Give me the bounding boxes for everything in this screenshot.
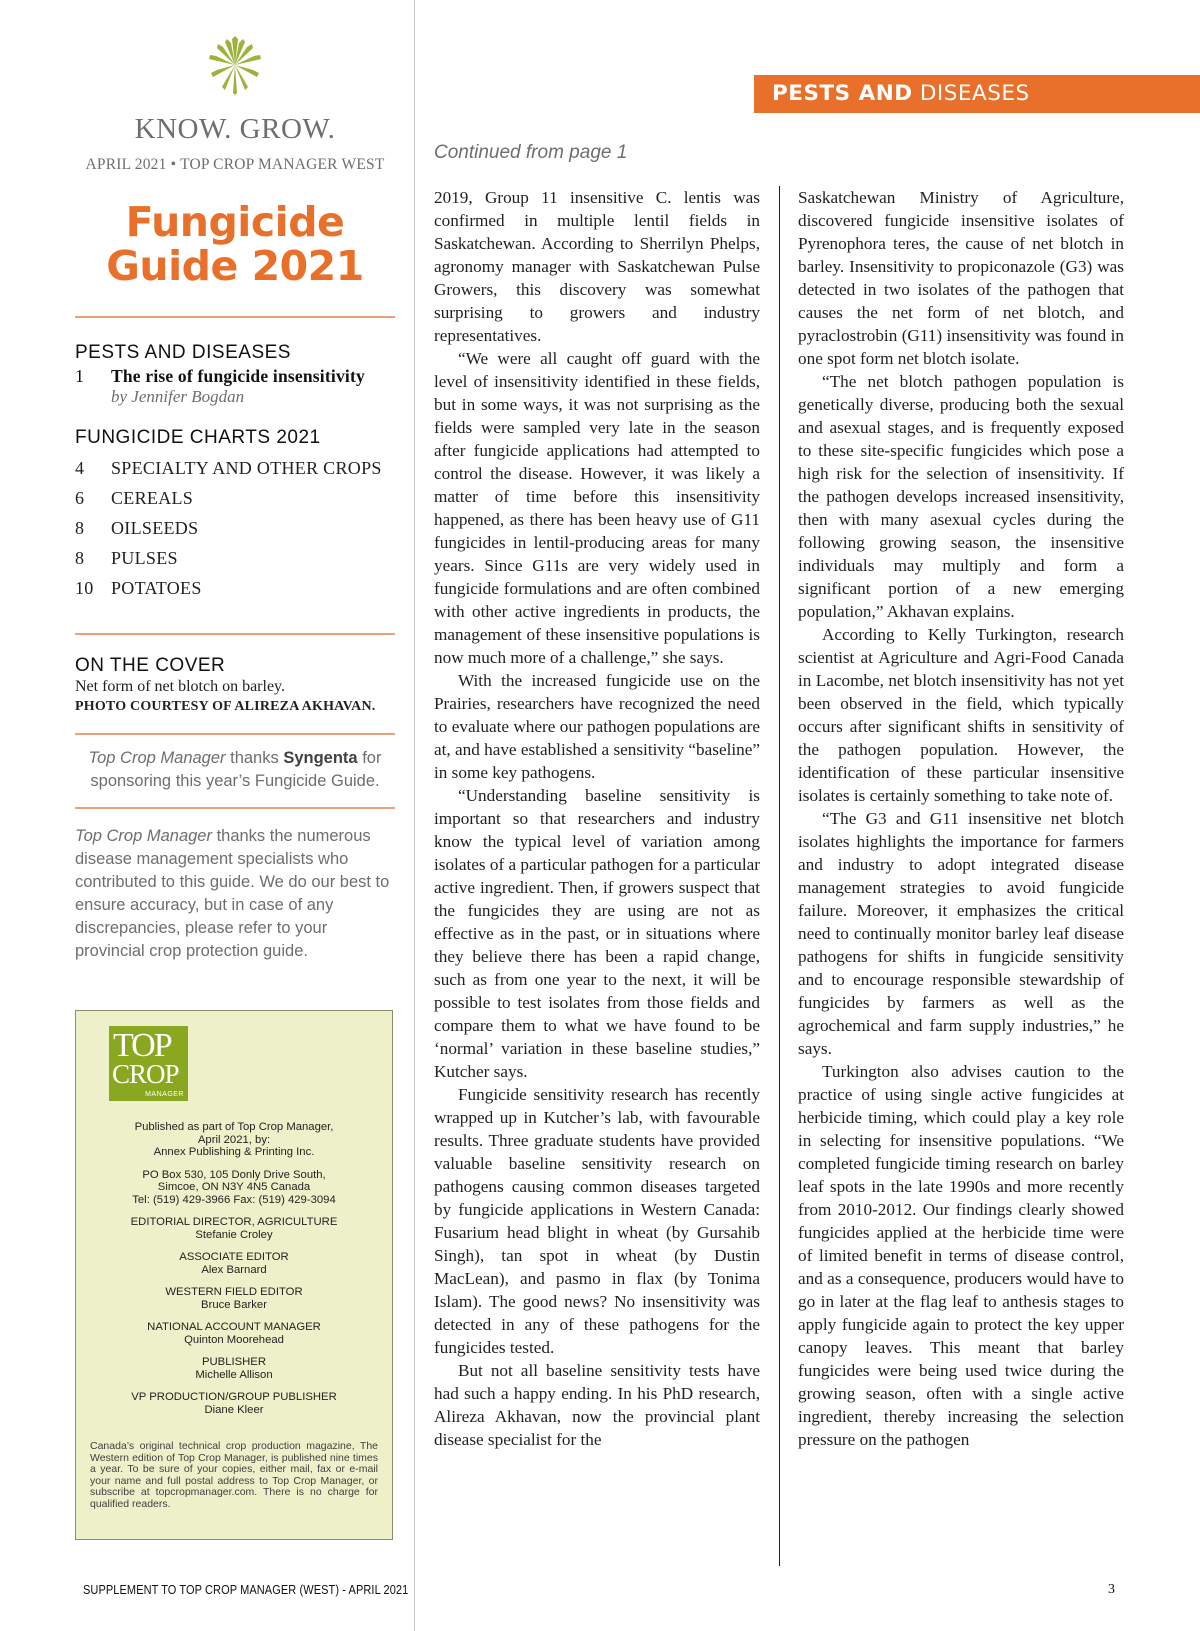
toc-page-number: 8 bbox=[75, 548, 85, 568]
guide-title-line1: Fungicide bbox=[125, 198, 345, 246]
thanks-text: thanks the numerous disease management specialists who contributed to this guide. We do our best to ensure accuracy, but in case of any discrepancies, please refer to your provincial crop protection guide. bbox=[75, 827, 390, 960]
banner-light: DISEASES bbox=[912, 81, 1030, 106]
address-line: Tel: (519) 429-3966 Fax: (519) 429-3094 bbox=[132, 1193, 336, 1206]
staff-entry bbox=[90, 1286, 378, 1311]
address-line: Simcoe, ON N3Y 4N5 Canada bbox=[157, 1181, 311, 1193]
article-paragraph: “The net blotch pathogen population is genetically diverse, producing both the sexual and asexual stages, and is frequently exposed to these site-specific fungicides which pose a high risk for the selection of insensitivity. If the pathogen develops increased insensitivity, then with many asexual cycles during the following growing season, the insensitive individuals may multiply and form a significant portion of a new emerging population,” Akhavan explains. bbox=[798, 372, 1124, 621]
toc-label: SPECIALTY AND OTHER CROPS bbox=[111, 458, 382, 478]
article-paragraph: “Understanding baseline sensitivity is important so that researchers and industry know the typical level of variation among isolates of a particular pathogen for a particular active ingredient. Then, if growers suspect that the fungicides they are using are not as effective as in the past, or in situations where they believe there has been a rapid change, such as from one year to the next, it will be possible to test isolates from those fields and compare them to what we have found to be ‘normal’ variation in these baseline studies,” Kutcher says. bbox=[434, 786, 760, 1081]
article-paragraph: Saskatchewan Ministry of Agriculture, discovered fungicide insensitive isolates of Pyrenophora teres, the cause of net blotch in barley. Insensitivity to propiconazole (G3) was detected in two isolates of the pathogen that causes the net form of net blotch, and pyraclostrobin (G11) insensitivity was found in one spot form net blotch isolate. bbox=[798, 188, 1124, 368]
footer-supplement-line: SUPPLEMENT TO TOP CROP MANAGER (WEST) - APRIL 2021 bbox=[83, 1583, 409, 1597]
toc-page-number: 6 bbox=[75, 488, 85, 508]
tagline: KNOW. GROW. bbox=[134, 113, 336, 145]
guide-title bbox=[75, 200, 395, 288]
cover-credit: PHOTO COURTESY OF ALIREZA AKHAVAN. bbox=[75, 699, 376, 714]
toc-page-number: 4 bbox=[75, 458, 85, 478]
toc-item-pests[interactable] bbox=[75, 366, 395, 387]
toc-title: The rise of fungicide insensitivity bbox=[111, 366, 365, 386]
staff-role: ASSOCIATE EDITOR bbox=[179, 1251, 289, 1263]
toc-item-chart[interactable] bbox=[75, 458, 395, 479]
column-rule bbox=[779, 186, 780, 1566]
staff-role: PUBLISHER bbox=[201, 1356, 267, 1368]
page-number: 3 bbox=[1108, 1582, 1115, 1597]
publisher-line: Published as part of Top Crop Manager, bbox=[134, 1121, 334, 1133]
staff-entry bbox=[90, 1251, 378, 1276]
article-paragraph: “The G3 and G11 insensitive net blotch isolates highlights the importance for farmers and industry to adopt integrated disease management strategies to avoid fungicide failure. Moreover, it emphasizes the critical need to continually monitor barley leaf disease pathogens for shifts in fungicide sensitivity and to encourage responsible stewardship of fungicides by farmers as well as the agrochemical and farm supply industries,” he says. bbox=[798, 809, 1124, 1058]
logo-text-manager: MANAGER bbox=[145, 1091, 184, 1098]
charts-list bbox=[75, 458, 395, 599]
staff-name: Michelle Allison bbox=[195, 1368, 273, 1381]
staff-role: NATIONAL ACCOUNT MANAGER bbox=[147, 1321, 321, 1333]
staff-name: Quinton Moorehead bbox=[184, 1333, 284, 1346]
toc-label: CEREALS bbox=[111, 488, 194, 508]
sponsor-text: thanks bbox=[225, 749, 284, 767]
logo-text-top: TOP bbox=[113, 1027, 171, 1064]
guide-title-line2: Guide 2021 bbox=[106, 242, 364, 290]
publisher-line: April 2021, by: bbox=[197, 1133, 271, 1146]
toc-item-chart[interactable] bbox=[75, 548, 395, 569]
pests-heading: PESTS AND DISEASES bbox=[75, 342, 291, 363]
staff-entry bbox=[90, 1356, 378, 1381]
sidebar bbox=[75, 35, 395, 963]
toc-item-chart[interactable] bbox=[75, 518, 395, 539]
thanks-publication: Top Crop Manager bbox=[75, 827, 212, 845]
masthead-details bbox=[90, 1121, 378, 1426]
address-line: PO Box 530, 105 Donly Drive South, bbox=[142, 1168, 326, 1181]
thanks-note bbox=[75, 825, 395, 963]
toc-page-number: 8 bbox=[75, 518, 85, 538]
charts-heading: FUNGICIDE CHARTS 2021 bbox=[75, 427, 321, 448]
staff-role: EDITORIAL DIRECTOR, AGRICULTURE bbox=[130, 1216, 338, 1228]
staff-entry bbox=[90, 1321, 378, 1346]
article-paragraph: Fungicide sensitivity research has recently wrapped up in Kutcher’s lab, with favourable results. Three graduate students have provided valuable baseline sensitivity research on pathogens causing common diseases targeted by fungicide applications in Western Canada: Fusarium head blight in wheat (by Gursahib Singh), tan spot in wheat (by Dustin MacLean), and pasmo in flax (by Tonima Islam). The good news? No insensitivity was detected in any of these pathogens for the fungicides tested. bbox=[434, 1085, 760, 1357]
toc-page-number: 10 bbox=[75, 578, 94, 598]
masthead-box bbox=[75, 1010, 393, 1540]
address-info bbox=[90, 1169, 378, 1207]
article-column-2 bbox=[798, 186, 1124, 1451]
staff-role: VP PRODUCTION/GROUP PUBLISHER bbox=[131, 1391, 337, 1403]
issue-line: APRIL 2021 • TOP CROP MANAGER WEST bbox=[85, 156, 385, 173]
article-column-1 bbox=[434, 186, 760, 1451]
toc-page-number: 1 bbox=[75, 366, 84, 386]
article-paragraph: “We were all caught off guard with the level of insensitivity identified in these fields, but in some ways, it was not surprising as the fields were sampled very late in the season after fungicide applications had attempted to control the disease. However, it was likely a matter of time before this insensitivity happened, as there has been heavy use of G11 fungicides in lentil-producing areas for many years. Since G11s are very widely used in fungicide formulations and are often combined with other active ingredients in products, the management of these insensitive populations is now much more of a challenge,” she says. bbox=[434, 349, 760, 667]
article-paragraph: Turkington also advises caution to the practice of using single active fungicides at herbicide timing, which could play a key role in selecting for insensitive populations. “We completed fungicide timing research on barley leaf spots in the late 1990s and more recently from 2010-2012. Our findings clearly showed fungicides applied at the herbicide time were of limited benefit in terms of disease control, and as a consequence, producers would have to go in later at the flag leaf to anthesis stages to apply fungicide again to protect the key upper canopy leaves. This meant that barley fungicides were being used twice during the growing season, often with a single active ingredient, thereby increasing the selection pressure on the pathogen bbox=[798, 1062, 1124, 1449]
toc-label: POTATOES bbox=[111, 578, 202, 598]
divider bbox=[75, 807, 395, 809]
staff-name: Stefanie Croley bbox=[195, 1228, 273, 1241]
sponsor-note bbox=[75, 747, 395, 793]
banner-bold: PESTS AND bbox=[772, 81, 913, 106]
cover-caption: Net form of net blotch on barley. bbox=[75, 678, 286, 695]
divider bbox=[75, 733, 395, 735]
toc-label: PULSES bbox=[111, 548, 178, 568]
wheat-sheaf-logo-icon bbox=[199, 35, 271, 95]
staff-name: Diane Kleer bbox=[204, 1403, 264, 1416]
article-paragraph: According to Kelly Turkington, research scientist at Agriculture and Agri-Food Canada in Lacombe, net blotch insensitivity has not yet been observed in the field, which typically occurs after significant shifts in sensitivity of the pathogen population. However, the identification of these particular insensitive isolates is certainly something to take note of. bbox=[798, 625, 1124, 805]
article-paragraph: With the increased fungicide use on the Prairies, researchers have recognized the need to evaluate where our pathogen populations are at, and have established a sensitivity “baseline” in some key pathogens. bbox=[434, 671, 760, 782]
sponsor-name: Syngenta bbox=[283, 749, 358, 767]
staff-entry bbox=[90, 1391, 378, 1416]
toc-label: OILSEEDS bbox=[111, 518, 199, 538]
article-paragraph: 2019, Group 11 insensitive C. lentis was confirmed in multiple lentil fields in Saskatchewan. According to Sherrilyn Phelps, agronomy manager with Saskatchewan Pulse Growers, this discovery was somewhat surprising to growers and industry representatives. bbox=[434, 188, 760, 345]
toc-item-chart[interactable] bbox=[75, 488, 395, 509]
cover-heading: ON THE COVER bbox=[75, 655, 226, 676]
divider bbox=[75, 316, 395, 318]
sponsor-text-end: for sponsoring this year’s Fungicide Guide. bbox=[90, 749, 382, 790]
sponsor-publication: Top Crop Manager bbox=[88, 749, 226, 767]
toc-author: by Jennifer Bogdan bbox=[111, 387, 245, 406]
divider bbox=[75, 633, 395, 635]
sidebar-divider bbox=[414, 0, 415, 1631]
section-banner-text bbox=[772, 81, 1030, 106]
subscription-note: Canada’s original technical crop production magazine, The Western edition of Top Crop Manager, is published nine times a year. To be sure of your copies, either mail, fax or e-mail your name and full postal address to Top Crop Manager, or subscribe at topcropmanager.com. There is no charge for qualified readers. bbox=[90, 1440, 378, 1510]
staff-role: WESTERN FIELD EDITOR bbox=[165, 1286, 303, 1298]
logo-text-crop: CROP bbox=[112, 1059, 179, 1089]
staff-name: Bruce Barker bbox=[201, 1298, 267, 1311]
article-paragraph: But not all baseline sensitivity tests have had such a happy ending. In his PhD research, Alireza Akhavan, now the provincial plant disease specialist for the bbox=[434, 1361, 760, 1449]
publisher-line: Annex Publishing & Printing Inc. bbox=[153, 1146, 315, 1158]
toc-item-chart[interactable] bbox=[75, 578, 395, 599]
staff-entry bbox=[90, 1216, 378, 1241]
section-banner bbox=[754, 75, 1200, 113]
continued-note: Continued from page 1 bbox=[434, 142, 628, 163]
top-crop-manager-logo bbox=[109, 1026, 188, 1101]
staff-name: Alex Barnard bbox=[201, 1263, 267, 1276]
publisher-info bbox=[90, 1121, 378, 1159]
